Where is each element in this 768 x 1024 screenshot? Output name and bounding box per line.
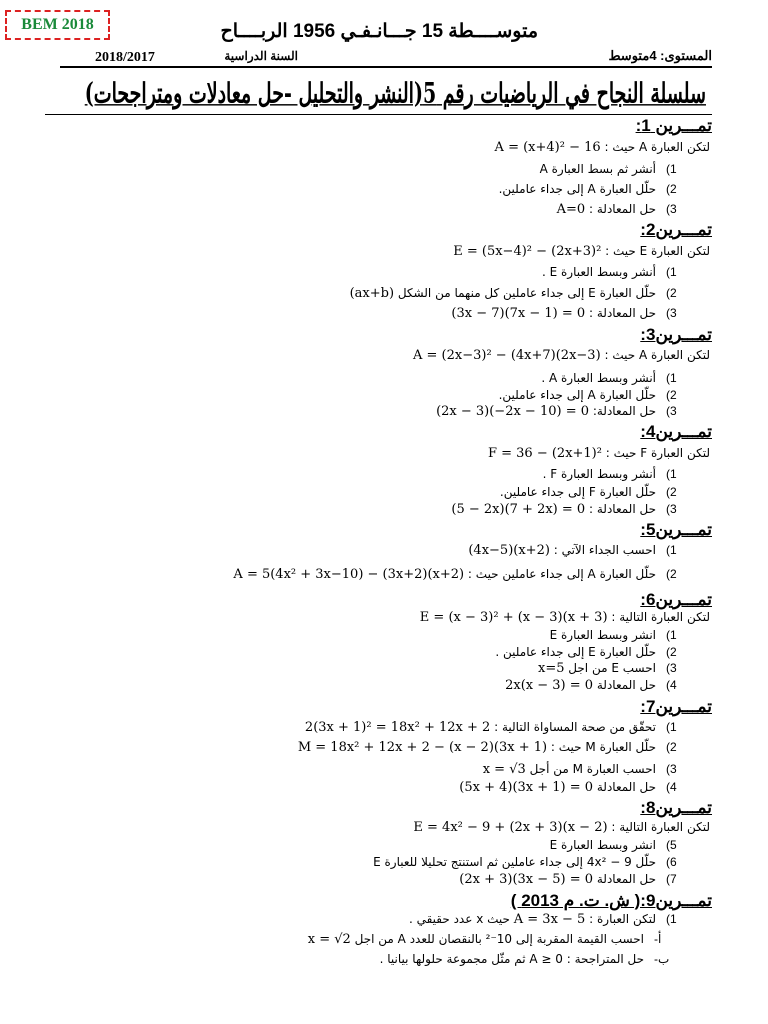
- exercise-question: [40, 762, 712, 777]
- exercise-heading: [40, 891, 712, 911]
- exercise-question: [40, 838, 712, 852]
- question-text: حل المتراجحة : A ≥ 0 ثم مثّل مجموعة حلولها بيانيا .: [379, 952, 644, 966]
- exercise-question: [40, 265, 712, 279]
- math-expression: A = 3x − 5: [513, 912, 586, 927]
- question-text: احسب العبارة M من أجل: [525, 762, 656, 776]
- question-number: أ-: [654, 932, 662, 946]
- math-expression: (2x − 3)(−2x − 10) = 0: [436, 404, 590, 419]
- question-number: 3): [666, 661, 677, 675]
- question-number: 2): [666, 645, 677, 659]
- exercise-question: [40, 162, 712, 176]
- math-expression: E = (5x−4)² − (2x+3)²: [453, 244, 602, 259]
- math-expression: (ax+b): [349, 286, 395, 301]
- exercise-question: [40, 388, 712, 402]
- math-expression: (4x−5)(x+2): [468, 543, 550, 558]
- question-number: ب-: [654, 952, 670, 966]
- question-text: حلّل 9 − 4x² إلى جداء عاملين ثم استنتج تحليلا للعبارة E: [373, 855, 656, 869]
- exercise-question: [40, 872, 712, 887]
- question-number: 2): [666, 740, 677, 754]
- exercise-question: [40, 502, 712, 517]
- math-expression: (2x + 3)(3x − 5) = 0: [459, 872, 594, 887]
- exercise-heading: [40, 116, 712, 136]
- question-text: حل المعادلة :: [585, 306, 656, 320]
- exercise-question: [40, 855, 712, 869]
- question-number: 1): [666, 543, 677, 557]
- exercise-question: [40, 720, 712, 735]
- question-text: حلّل العبارة E إلى جداء عاملين كل منهما من الشكل: [394, 286, 656, 300]
- math-expression: E = 4x² − 9 + (2x + 3)(x − 2): [413, 820, 608, 835]
- exercise-title: تمـــرين6:: [640, 590, 712, 609]
- math-expression: E = (x − 3)² + (x − 3)(x + 3): [419, 610, 608, 625]
- exercise-question: [40, 371, 712, 385]
- question-number: 7): [666, 872, 677, 886]
- math-expression: A = (x+4)² − 16: [494, 140, 601, 155]
- exercise-title: تمـــرين7:: [640, 697, 712, 716]
- question-number: 2): [666, 182, 677, 196]
- exercise-question: [40, 543, 712, 558]
- math-expression: (5 − 2x)(7 + 2x) = 0: [451, 502, 586, 517]
- exercise-statement: [40, 446, 712, 461]
- exercise-title: تمـــرين4:: [640, 422, 712, 441]
- header-divider: [60, 66, 712, 68]
- exercise-title: تمـــرين3:: [640, 325, 712, 344]
- title-divider: [45, 114, 712, 115]
- math-expression: (5x + 4)(3x + 1) = 0: [459, 780, 594, 795]
- question-text: حلّل العبارة F إلى جداء عاملين.: [499, 485, 656, 499]
- bem-badge: BEM 2018: [5, 10, 110, 40]
- question-text: لتكن العبارة A حيث :: [600, 348, 710, 362]
- question-text: حل المعادلة: [593, 678, 656, 692]
- exercise-question: [40, 628, 712, 642]
- exercise-title: تمـــرين5:: [640, 520, 712, 539]
- exercise-statement: [40, 610, 712, 625]
- question-text-continued: حيث x عدد حقيقي .: [408, 912, 514, 926]
- question-text: احسب الجداء الآتي :: [549, 543, 656, 557]
- exercise-question: [40, 567, 712, 582]
- exercise-question: [40, 286, 712, 301]
- school-name: متوســــطة 15 جـــانـفـي 1956 الربــــاح: [220, 21, 538, 42]
- question-number: 6): [666, 855, 677, 869]
- math-expression: F = 36 − (2x+1)²: [487, 446, 602, 461]
- question-text: لتكن العبارة التالية :: [607, 610, 710, 624]
- question-number: 2): [666, 388, 677, 402]
- exercise-title: تمـــرين9:( ش. ت. م 2013 ): [510, 891, 712, 910]
- question-text: احسب E من اجل: [564, 661, 656, 675]
- math-expression: x = √3: [482, 762, 526, 777]
- exercise-question: [40, 678, 712, 693]
- question-number: 5): [666, 838, 677, 852]
- question-text: حلّل العبارة E إلى جداء عاملين .: [495, 645, 656, 659]
- question-number: 3): [666, 306, 677, 320]
- question-number: 2): [666, 567, 677, 581]
- exercise-title: تمـــرين2:: [640, 220, 712, 239]
- question-number: 1): [666, 162, 677, 176]
- question-number: 2): [666, 485, 677, 499]
- question-text: حل المعادلة:: [589, 404, 656, 418]
- question-number: 1): [666, 265, 677, 279]
- math-expression: A=0: [556, 202, 586, 217]
- exercise-title: تمـــرين8:: [640, 798, 712, 817]
- math-expression: M = 18x² + 12x + 2 − (x − 2)(3x + 1): [297, 740, 548, 755]
- exercise-statement: [40, 820, 712, 835]
- question-text: أنشر وبسط العبارة A .: [541, 371, 656, 385]
- question-number: 1): [666, 371, 677, 385]
- exercise-question: [40, 467, 712, 481]
- exercise-question: [40, 780, 712, 795]
- question-text: لتكن العبارة E حيث :: [601, 244, 710, 258]
- exercise-question: [40, 932, 712, 947]
- math-expression: (3x − 7)(7x − 1) = 0: [451, 306, 586, 321]
- math-expression: 2(3x + 1)² = 18x² + 12x + 2: [304, 720, 491, 735]
- exercise-title: تمـــرين 1:: [635, 116, 712, 135]
- exercise-question: [40, 202, 712, 217]
- question-text: حل المعادلة: [593, 780, 656, 794]
- question-text: لتكن العبارة F حيث :: [601, 446, 710, 460]
- question-number: 3): [666, 404, 677, 418]
- year-label: السنة الدراسية: [224, 49, 298, 63]
- exercise-question: [40, 912, 712, 927]
- question-text: حل المعادلة :: [585, 202, 656, 216]
- question-text: حلّل العبارة A إلى جداء عاملين.: [498, 388, 656, 402]
- exercise-heading: [40, 220, 712, 240]
- question-number: 4): [666, 780, 677, 794]
- question-text: انشر وبسط العبارة E: [549, 628, 656, 642]
- exercise-question: [40, 404, 712, 419]
- question-number: 3): [666, 502, 677, 516]
- question-number: 1): [666, 912, 677, 926]
- math-expression: A = 5(4x² + 3x−10) − (3x+2)(x+2): [233, 567, 465, 582]
- question-text: تحقّق من صحة المساواة التالية :: [490, 720, 656, 734]
- series-title: سلسلة النجاح في الرياضيات رقم 5(النشر والتحليل -حل معادلات ومتراجحات): [84, 78, 706, 110]
- exercise-question: [40, 952, 712, 966]
- question-text: حل المعادلة: [593, 872, 656, 886]
- math-expression: 2x(x − 3) = 0: [505, 678, 594, 693]
- exercise-heading: [40, 325, 712, 345]
- question-number: 4): [666, 678, 677, 692]
- question-number: 1): [666, 720, 677, 734]
- question-text: انشر وبسط العبارة E: [549, 838, 656, 852]
- math-expression: A = (2x−3)² − (4x+7)(2x−3): [413, 348, 601, 363]
- question-text: حل المعادلة :: [585, 502, 656, 516]
- level-label: المستوى: 4متوسط: [608, 48, 712, 63]
- exercise-heading: [40, 798, 712, 818]
- question-text: حلّل العبارة M حيث :: [547, 740, 656, 754]
- exercise-question: [40, 740, 712, 755]
- math-expression: x=5: [537, 661, 565, 676]
- exercise-heading: [40, 697, 712, 717]
- question-number: 3): [666, 762, 677, 776]
- exercise-question: [40, 485, 712, 499]
- question-text: حلّل العبارة A إلى جداء عاملين حيث :: [464, 567, 656, 581]
- exercise-question: [40, 661, 712, 676]
- exercise-question: [40, 645, 712, 659]
- question-number: 1): [666, 628, 677, 642]
- school-year: 2018/2017: [95, 50, 155, 65]
- exercise-heading: [40, 590, 712, 610]
- question-number: 2): [666, 286, 677, 300]
- question-number: 3): [666, 202, 677, 216]
- question-text: أنشر ثم بسط العبارة A: [539, 162, 656, 176]
- question-number: 1): [666, 467, 677, 481]
- question-text: احسب القيمة المقربة إلى 10⁻² بالنقصان للعدد A من اجل: [350, 932, 644, 946]
- exercise-heading: [40, 520, 712, 540]
- question-text: لتكن العبارة A حيث :: [600, 140, 710, 154]
- exercise-statement: [40, 348, 712, 363]
- exercise-statement: [40, 140, 712, 155]
- question-text: أنشر وبسط العبارة F .: [542, 467, 656, 481]
- math-expression: x = √2: [307, 932, 351, 947]
- question-text: لتكن العبارة :: [585, 912, 656, 926]
- question-text: أنشر وبسط العبارة E .: [541, 265, 656, 279]
- exercise-question: [40, 182, 712, 196]
- question-text: حلّل العبارة A إلى جداء عاملين.: [498, 182, 656, 196]
- question-text: لتكن العبارة التالية :: [607, 820, 710, 834]
- exercise-heading: [40, 422, 712, 442]
- exercise-statement: [40, 244, 712, 259]
- exercise-question: [40, 306, 712, 321]
